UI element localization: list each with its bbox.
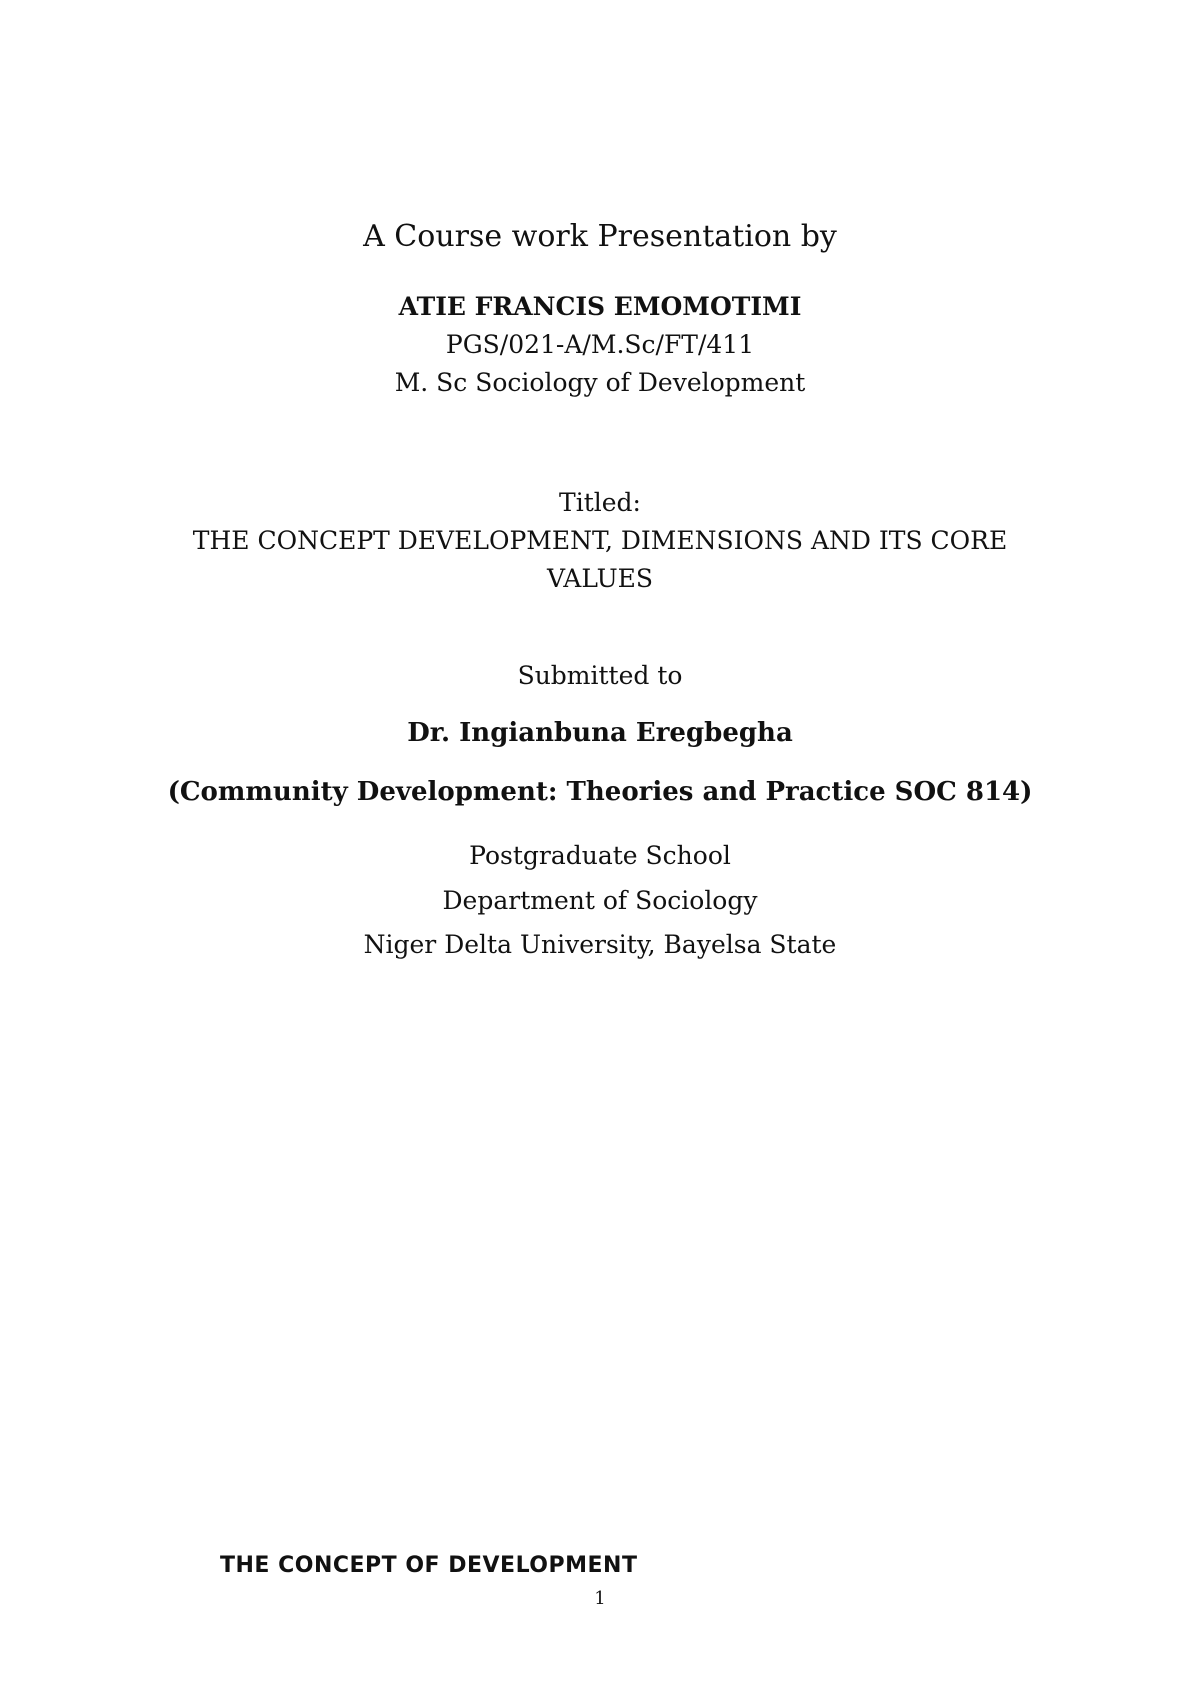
- presentation-intro: A Course work Presentation by: [363, 219, 837, 254]
- lecturer-name: Dr. Ingianbuna Eregbegha: [407, 718, 793, 748]
- document-title-line-2: VALUES: [546, 564, 654, 593]
- page-number: 1: [594, 1588, 606, 1609]
- matric-number: PGS/021-A/M.Sc/FT/411: [445, 330, 755, 359]
- student-name: ATIE FRANCIS EMOMOTIMI: [398, 292, 802, 321]
- document-title-line-1: THE CONCEPT DEVELOPMENT, DIMENSIONS AND ITS CORE: [192, 526, 1008, 555]
- school-name: Postgraduate School: [469, 841, 731, 870]
- department-name: Department of Sociology: [442, 886, 758, 915]
- submitted-to-label: Submitted to: [517, 661, 683, 690]
- degree-program: M. Sc Sociology of Development: [394, 368, 806, 397]
- section-heading: THE CONCEPT OF DEVELOPMENT: [220, 1553, 638, 1578]
- titled-label: Titled:: [559, 488, 641, 517]
- course-title: (Community Development: Theories and Practice SOC 814): [167, 777, 1033, 807]
- university-name: Niger Delta University, Bayelsa State: [363, 930, 837, 959]
